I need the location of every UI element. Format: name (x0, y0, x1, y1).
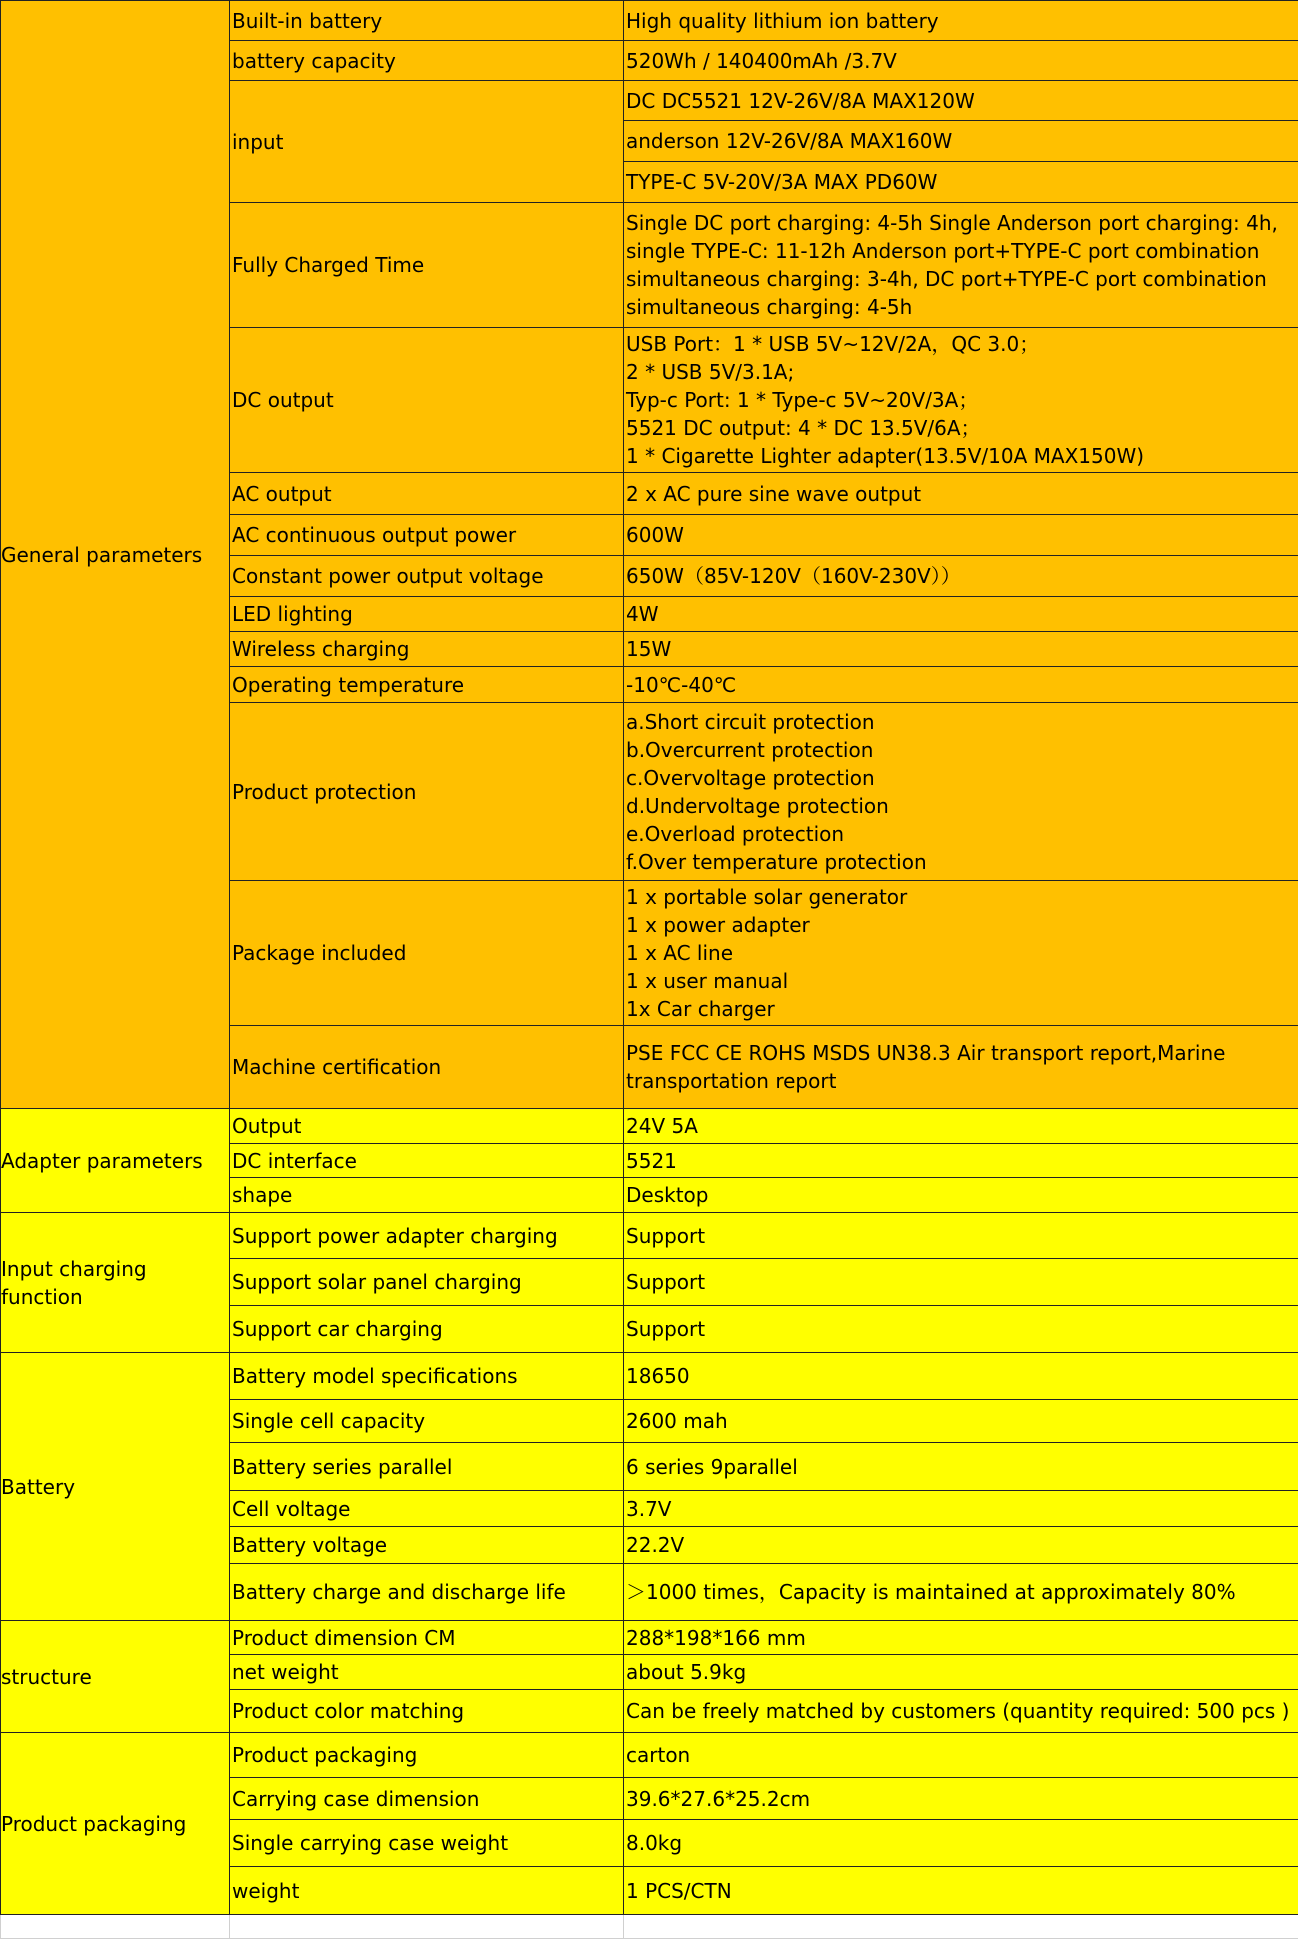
parameter-value: Support (624, 1259, 1298, 1306)
parameter-name: battery capacity (230, 41, 624, 81)
empty-cell (624, 1915, 1298, 1939)
parameter-value: 8.0kg (624, 1820, 1298, 1867)
parameter-value: 3.7V (624, 1491, 1298, 1527)
parameter-value: -10℃-40℃ (624, 667, 1298, 703)
parameter-value: 4W (624, 597, 1298, 632)
spec-row (1, 1353, 1298, 1400)
parameter-name: Support car charging (230, 1306, 624, 1353)
parameter-name: Carrying case dimension (230, 1778, 624, 1820)
spec-row (1, 1733, 1298, 1778)
parameter-name: Product packaging (230, 1733, 624, 1778)
parameter-value: 5521 (624, 1144, 1298, 1178)
parameter-name: Product dimension CM (230, 1621, 624, 1655)
spec-row (1, 1109, 1298, 1144)
parameter-value: 650W（85V-120V（160V-230V）） (624, 556, 1298, 597)
parameter-value: 22.2V (624, 1527, 1298, 1564)
parameter-value: Desktop (624, 1178, 1298, 1213)
empty-cell (230, 1915, 624, 1939)
parameter-value: USB Port：1 * USB 5V~12V/2A，QC 3.0； 2 * USB 5V/3.1A; Typ-c Port: 1 * Type-c 5V~20V/3A； 5521 DC output: 4 * DC 13.5V/6A； 1 * Cigarette Lighter adapter(13.5V/10A MAX150W) (624, 328, 1298, 473)
parameter-name: Wireless charging (230, 632, 624, 667)
empty-row (1, 1915, 1298, 1939)
parameter-value: High quality lithium ion battery (624, 1, 1298, 41)
group-label: structure (1, 1621, 230, 1733)
parameter-name: Product protection (230, 703, 624, 881)
parameter-name: Single carrying case weight (230, 1820, 624, 1867)
parameter-name: AC continuous output power (230, 515, 624, 556)
parameter-name: LED lighting (230, 597, 624, 632)
parameter-name: Cell voltage (230, 1491, 624, 1527)
parameter-name: Battery charge and discharge life (230, 1564, 624, 1621)
parameter-value: 15W (624, 632, 1298, 667)
parameter-value: PSE FCC CE ROHS MSDS UN38.3 Air transport report,Marine transportation report (624, 1026, 1298, 1109)
parameter-value: 24V 5A (624, 1109, 1298, 1144)
spec-row (1, 1, 1298, 41)
parameter-name: Product color matching (230, 1690, 624, 1733)
group-label: Adapter parameters (1, 1109, 230, 1213)
spec-row (1, 1621, 1298, 1655)
parameter-value: Can be freely matched by customers (quantity required: 500 pcs ) (624, 1690, 1298, 1733)
parameter-name: Package included (230, 881, 624, 1026)
parameter-name: shape (230, 1178, 624, 1213)
parameter-name: Support power adapter charging (230, 1213, 624, 1259)
parameter-value: ＞1000 times，Capacity is maintained at approximately 80% (624, 1564, 1298, 1621)
parameter-name: Battery model specifications (230, 1353, 624, 1400)
parameter-value: 18650 (624, 1353, 1298, 1400)
parameter-value: 600W (624, 515, 1298, 556)
group-label: Input charging function (1, 1213, 230, 1353)
parameter-name: Output (230, 1109, 624, 1144)
parameter-value: 288*198*166 mm (624, 1621, 1298, 1655)
parameter-value: Support (624, 1213, 1298, 1259)
group-label: Product packaging (1, 1733, 230, 1915)
parameter-value: 1 x portable solar generator 1 x power adapter 1 x AC line 1 x user manual 1x Car charger (624, 881, 1298, 1026)
parameter-value: anderson 12V-26V/8A MAX160W (624, 121, 1298, 162)
parameter-value: 2600 mah (624, 1400, 1298, 1443)
parameter-name: Single cell capacity (230, 1400, 624, 1443)
parameter-name: AC output (230, 473, 624, 515)
parameter-value: a.Short circuit protection b.Overcurrent protection c.Overvoltage protection d.Undervoltage protection e.Overload protection f.Over temperature protection (624, 703, 1298, 881)
parameter-name: DC output (230, 328, 624, 473)
parameter-name: Battery voltage (230, 1527, 624, 1564)
spec-row (1, 1213, 1298, 1259)
parameter-name: Operating temperature (230, 667, 624, 703)
parameter-value: 6 series 9parallel (624, 1443, 1298, 1491)
parameter-name: net weight (230, 1655, 624, 1690)
parameter-value: TYPE-C 5V-20V/3A MAX PD60W (624, 162, 1298, 203)
parameter-value: carton (624, 1733, 1298, 1778)
parameter-value: DC DC5521 12V-26V/8A MAX120W (624, 81, 1298, 121)
parameter-name: Support solar panel charging (230, 1259, 624, 1306)
parameter-value: Support (624, 1306, 1298, 1353)
group-label: General parameters (1, 1, 230, 1109)
parameter-value: 2 x AC pure sine wave output (624, 473, 1298, 515)
parameter-name: Constant power output voltage (230, 556, 624, 597)
parameter-value: about 5.9kg (624, 1655, 1298, 1690)
parameter-value: Single DC port charging: 4-5h Single Anderson port charging: 4h, single TYPE-C: 11-12h Anderson port+TYPE-C port combination simultaneous charging: 3-4h, DC port+TYPE-C port combination simultaneous charging: 4-5h (624, 203, 1298, 328)
parameter-name: DC interface (230, 1144, 624, 1178)
parameter-name: Machine certification (230, 1026, 624, 1109)
parameter-name: Fully Charged Time (230, 203, 624, 328)
spec-table-body (1, 1, 1298, 1939)
group-label: Battery (1, 1353, 230, 1621)
parameter-value: 39.6*27.6*25.2cm (624, 1778, 1298, 1820)
parameter-name: weight (230, 1867, 624, 1915)
empty-cell (1, 1915, 230, 1939)
parameter-value: 1 PCS/CTN (624, 1867, 1298, 1915)
parameter-name: Built-in battery (230, 1, 624, 41)
parameter-name: Battery series parallel (230, 1443, 624, 1491)
parameter-name: input (230, 81, 624, 203)
parameter-value: 520Wh / 140400mAh /3.7V (624, 41, 1298, 81)
